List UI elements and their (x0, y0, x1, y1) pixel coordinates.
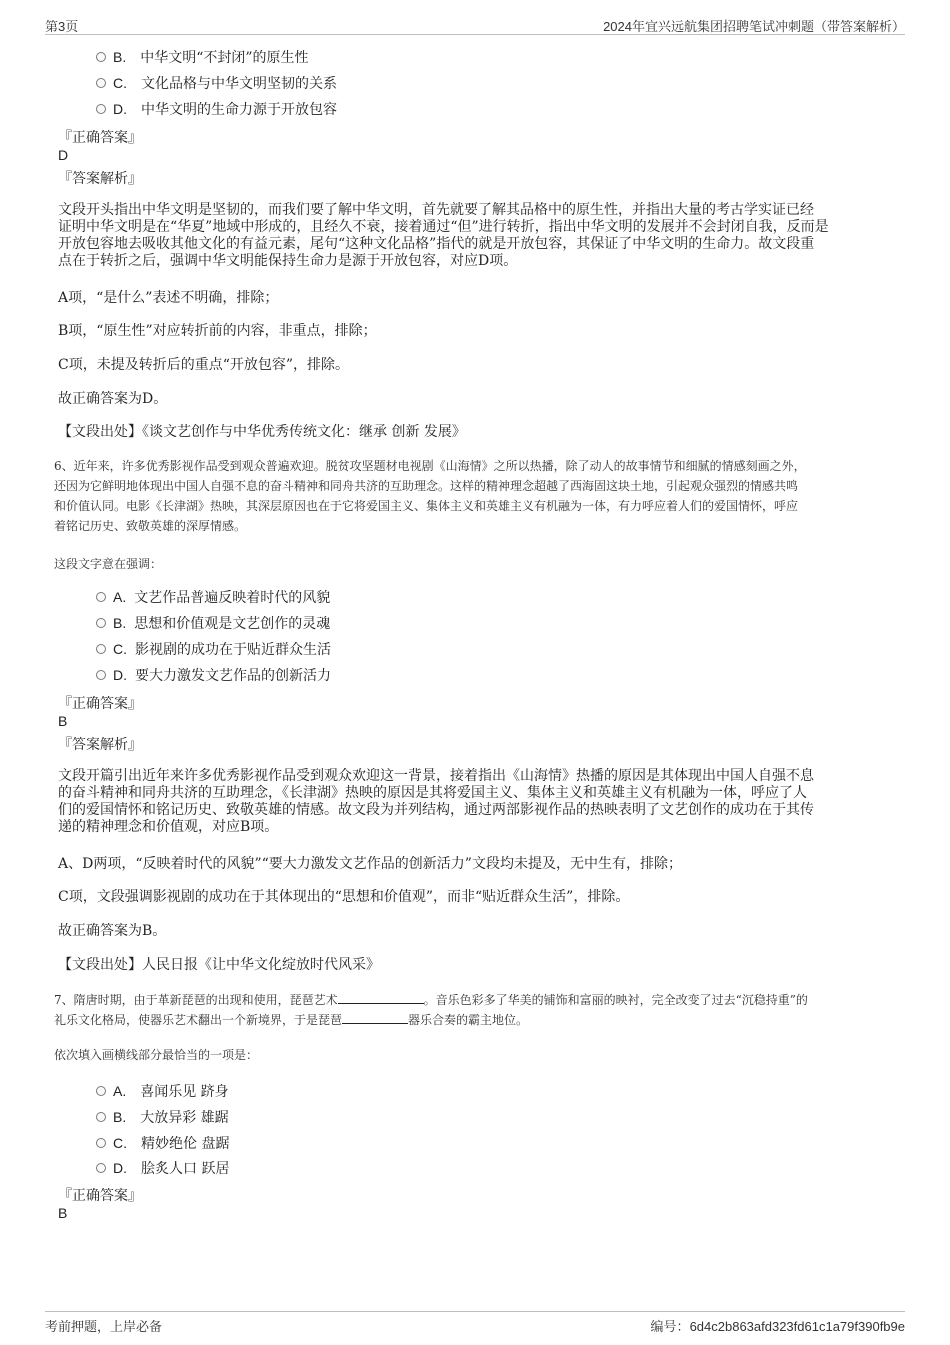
q6-note-c: C项，文段强调影视剧的成功在于其体现出的“思想和价值观”，而非“贴近群众生活”，排除。 (58, 889, 630, 905)
q7-stem: 7、隋唐时期，由于革新琵琶的出现和使用，琵琶艺术 。音乐色彩多了华美的铺饰和富丽的映衬，完全改变了过去“沉稳持重”的 礼乐文化格局，使器乐艺术翻出一个新境界，于是琵琶 器乐合奏的霸主地位。 (54, 993, 808, 1027)
q5-note-b: B项，“原生性”对应转折前的内容，非重点，排除； (58, 323, 377, 339)
radio-icon[interactable] (96, 592, 106, 602)
q6-stem: 6、近年来，许多优秀影视作品受到观众普遍欢迎。脱贫攻坚题材电视剧《山海情》之所以热播，除了动人的故事情节和细腻的情感刻画之外， 还因为它鲜明地体现出中国人自强不息的奋斗精神和同舟共济的互助理念。这样的精神理念超越了西海固这块土地，引起观众强烈的情感共鸣 和价值认同。电影《长津湖》热映，其深层原因也在于它将爱国主义、集体主义和英雄主义有机融为一体，有力呼应着人们的爱国情怀，呼应 着铭记历史、致敬英雄的深厚情感。 (54, 459, 806, 533)
q6-option-a[interactable]: A . 文艺作品普遍反映着时代的风貌 (96, 587, 330, 607)
q6-option-d[interactable]: D . 要大力激发文艺作品的创新活力 (96, 665, 331, 685)
footer-slogan: 考前押题，上岸必备 (45, 1319, 163, 1334)
q6-analysis-heading: 『答案解析』 (58, 737, 142, 753)
q5-source: 【文段出处】《谈文艺创作与中华优秀传统文化：继承 创新 发展》 (58, 424, 466, 440)
q7-option-c[interactable]: C . 精妙绝伦 盘踞 (96, 1133, 229, 1153)
document-title: 2024年宜兴远航集团招聘笔试冲刺题（带答案解析） (603, 19, 905, 34)
q6-question: 这段文字意在强调： (54, 557, 163, 571)
page-number: 第3页 (45, 19, 79, 34)
q7-question: 依次填入画横线部分最恰当的一项是： (54, 1048, 259, 1062)
q5-answer: D (58, 147, 69, 163)
radio-icon[interactable] (96, 644, 106, 654)
q6-analysis: 文段开篇引出近年来许多优秀影视作品受到观众欢迎这一背景，接着指出《山海情》热播的原因是其体现出中国人自强不息 的奋斗精神和同舟共济的互助理念，《长津湖》热映的原因是其将爱国主义、集体主义和英雄主义有机融为一体，呼应了人 们的爱国情怀和铭记历史、致敬英雄的情感。故文段为并列结构，通过两部影视作品的热映表明了文艺创作的成功在于其传 递的精神理念和价值观，对应B项。 (58, 768, 814, 835)
q6-conclusion: 故正确答案为B。 (58, 923, 167, 939)
q5-option-b[interactable]: B . 中华文明“不封闭”的原生性 (96, 47, 309, 67)
radio-icon[interactable] (96, 1086, 106, 1096)
q7-option-d[interactable]: D . 脍炙人口 跃居 (96, 1158, 229, 1178)
radio-icon[interactable] (96, 52, 106, 62)
radio-icon[interactable] (96, 618, 106, 628)
fill-blank-2 (342, 1011, 408, 1024)
q7-option-b[interactable]: B . 大放异彩 雄踞 (96, 1107, 229, 1127)
radio-icon[interactable] (96, 1112, 106, 1122)
q6-answer: B (58, 713, 68, 729)
q7-option-a[interactable]: A . 喜闻乐见 跻身 (96, 1081, 229, 1101)
q5-conclusion: 故正确答案为D。 (58, 391, 168, 407)
q7-answer-heading: 『正确答案』 (58, 1188, 142, 1204)
q6-source: 【文段出处】人民日报《让中华文化绽放时代风采》 (58, 957, 380, 973)
q6-note-ad: A、D两项，“反映着时代的风貌”“要大力激发文艺作品的创新活力”文段均未提及，无中生有，排除； (58, 856, 682, 872)
radio-icon[interactable] (96, 1138, 106, 1148)
q6-answer-heading: 『正确答案』 (58, 696, 142, 712)
q5-note-c: C项，未提及转折后的重点“开放包容”，排除。 (58, 357, 350, 373)
q6-option-b[interactable]: B . 思想和价值观是文艺创作的灵魂 (96, 613, 330, 633)
radio-icon[interactable] (96, 78, 106, 88)
q5-analysis: 文段开头指出中华文明是坚韧的，而我们要了解中华文明，首先就要了解其品格中的原生性，并指出大量的考古学实证已经 证明中华文明是在“华夏”地域中形成的，且经久不衰，接着通过“但”进行转折，指出中华文明的发展并不会封闭自我，反而是 开放包容地去吸收其他文化的有益元素，尾句“这种文化品格”指代的就是开放包容，其保证了中华文明的生命力。故文段重 点在于转折之后，强调中华文明能保持生命力是源于开放包容，对应D项。 (58, 202, 829, 269)
q7-answer: B (58, 1205, 68, 1221)
fill-blank-1 (338, 991, 424, 1004)
footer-serial: 编号：6d4c2b863afd323fd61c1a79f390fb9e (650, 1319, 905, 1334)
radio-icon[interactable] (96, 670, 106, 680)
radio-icon[interactable] (96, 1163, 106, 1173)
q5-note-a: A项，“是什么”表述不明确，排除； (58, 290, 279, 306)
page-header (45, 14, 905, 35)
q5-option-c[interactable]: C . 文化品格与中华文明坚韧的关系 (96, 73, 337, 93)
q6-option-c[interactable]: C . 影视剧的成功在于贴近群众生活 (96, 639, 331, 659)
q5-analysis-heading: 『答案解析』 (58, 171, 142, 187)
page-footer (45, 1311, 905, 1334)
q5-answer-heading: 『正确答案』 (58, 130, 142, 146)
q5-option-d[interactable]: D . 中华文明的生命力源于开放包容 (96, 99, 337, 119)
radio-icon[interactable] (96, 104, 106, 114)
